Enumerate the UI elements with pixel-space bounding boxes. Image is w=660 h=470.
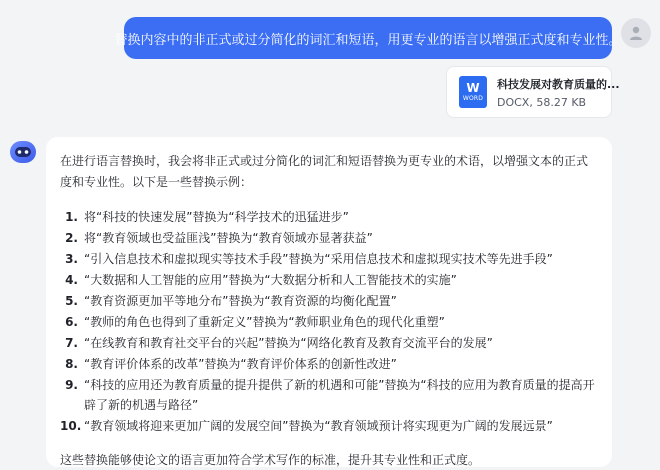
attachment-name: 科技发展对教育质量的... — [497, 78, 620, 91]
list-item: 5. “教育资源更加平等地分布”替换为“教育资源的均衡化配置” — [65, 294, 397, 308]
list-item: 3. “引入信息技术和虚拟现实等技术手段”替换为“采用信息技术和虚拟现实技术等先进手段” — [65, 252, 553, 266]
user-icon — [628, 25, 644, 41]
user-avatar[interactable] — [621, 18, 651, 48]
list-item: 8. “教育评价体系的改革”替换为“教育评价体系的创新性改进” — [65, 357, 397, 371]
robot-icon — [8, 137, 38, 167]
user-message-bubble — [114, 17, 622, 59]
assistant-answer-card — [46, 137, 612, 467]
assistant-avatar — [8, 137, 38, 167]
replacement-list — [60, 207, 598, 436]
list-item: 10. “教育领域将迎来更加广阔的发展空间”替换为“教育领域预计将实现更为广阔的发展远景” — [60, 419, 553, 433]
list-item: 9. “科技的应用还为教育质量的提升提供了新的机遇和可能”替换为“科技的应用为教育质量的提高开辟了新的机遇与路径” — [65, 378, 595, 412]
answer-outro: 这些替换能够使论文的语言更加符合学术写作的标准，提升其专业性和正式度。 — [60, 453, 481, 467]
list-item: 4. “大数据和人工智能的应用”替换为“大数据分析和人工智能技术的实施” — [65, 273, 457, 287]
list-item: 7. “在线教育和教育社交平台的兴起”替换为“网络化教育及教育交流平台的发展” — [65, 336, 493, 350]
list-item: 2. 将“教育领域也受益匪浅”替换为“教育领域亦显著获益” — [65, 231, 373, 245]
user-message-text: 替换内容中的非正式或过分简化的词汇和短语，用更专业的语言以增强正式度和专业性。 — [114, 32, 622, 48]
attachment-card[interactable] — [446, 66, 620, 118]
answer-intro: 在进行语言替换时，我会将非正式或过分简化的词汇和短语替换为更专业的术语，以增强文本的正式度和专业性。以下是一些替换示例： — [60, 154, 589, 189]
list-item: 1. 将“科技的快速发展”替换为“科学技术的迅猛进步” — [65, 210, 349, 224]
list-item: 6. “教师的角色也得到了重新定义”替换为“教师职业角色的现代化重塑” — [65, 315, 445, 329]
attachment-meta: DOCX, 58.27 KB — [497, 96, 587, 109]
word-file-icon: W WORD — [459, 76, 487, 108]
